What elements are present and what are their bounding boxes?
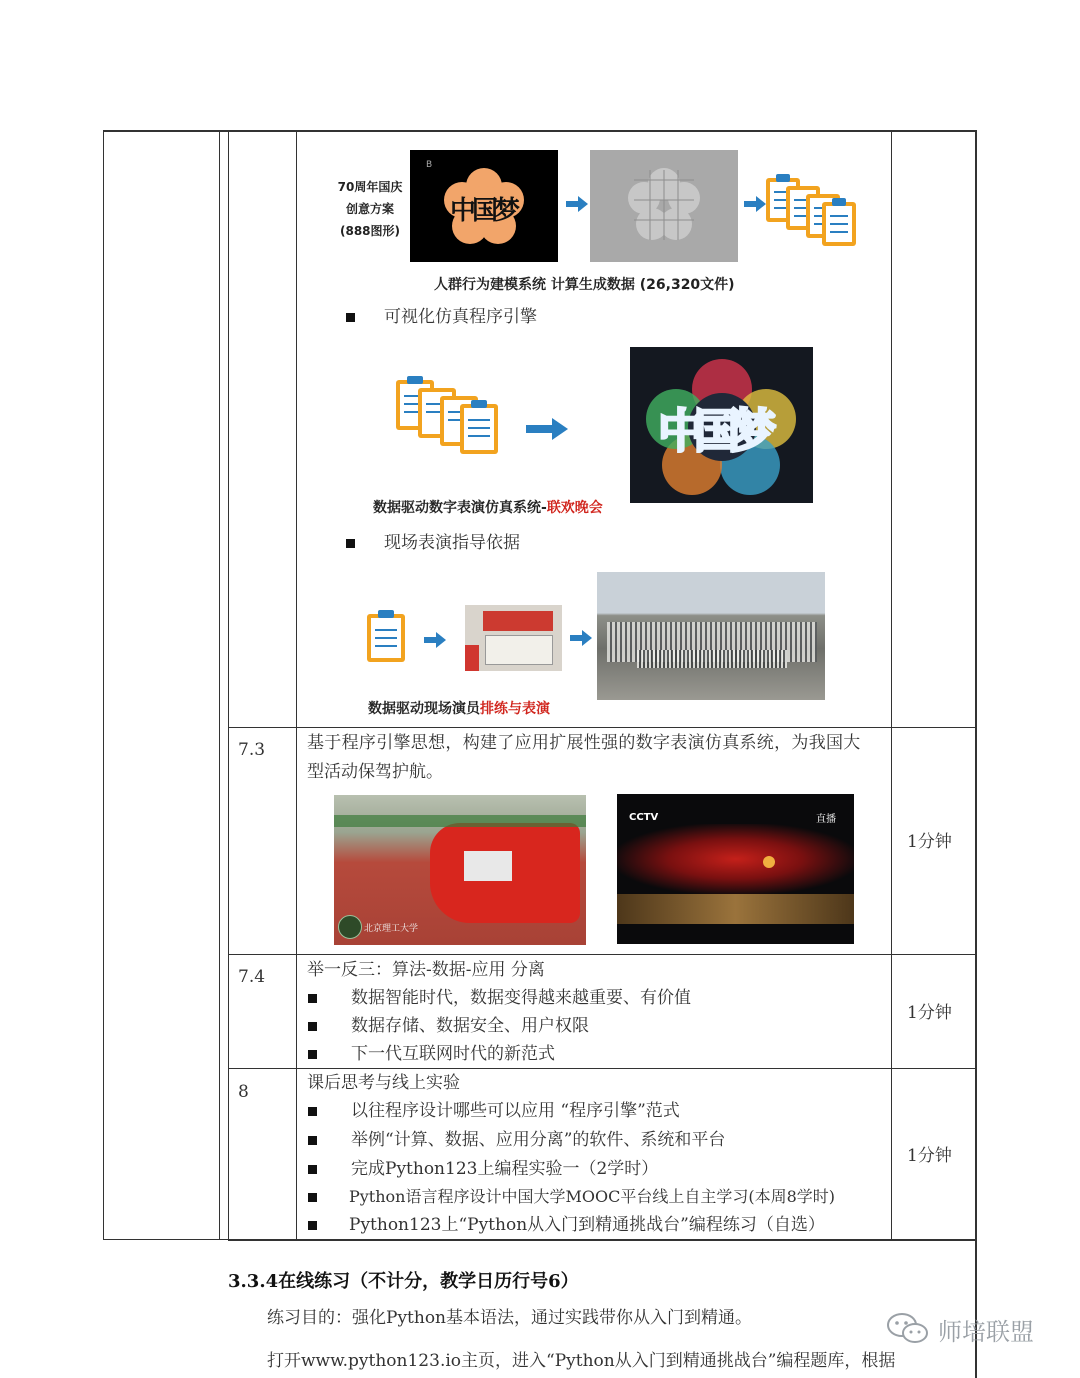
- row-duration: 1分钟: [907, 832, 952, 852]
- logo-corner-mark: B: [426, 160, 433, 170]
- arrow-right-icon: [570, 630, 592, 646]
- row-bullet-item: 举例“计算、数据、应用分离”的软件、系统和平台: [351, 1130, 726, 1150]
- row-duration: 1分钟: [907, 1003, 952, 1023]
- arrow-right-icon: [526, 418, 568, 440]
- bullet-square-icon: [308, 1221, 317, 1230]
- bullet-square-icon: [346, 313, 355, 322]
- gala-simulation-render: [630, 347, 813, 503]
- table-bottom: [228, 1239, 976, 1241]
- gala-logo-text: 中国梦: [658, 404, 766, 458]
- row-bullet-item: Python123上“Python从入门到精通挑战台”编程练习（自选）: [349, 1215, 825, 1235]
- row-number: 7.4: [238, 967, 266, 987]
- row-bullet-item: 以往程序设计哪些可以应用 “程序引擎”范式: [351, 1101, 680, 1121]
- row-description-line: 基于程序引擎思想，构建了应用扩展性强的数字表演仿真系统，为我国大: [307, 733, 861, 753]
- bullet-square-icon: [308, 994, 317, 1003]
- proposal-label-line: 创意方案: [345, 202, 394, 216]
- row-description-line: 型活动保驾护航。: [307, 762, 443, 782]
- row-bullet-item: 完成Python123上编程实验一（2学时）: [351, 1159, 659, 1179]
- rehearsal-board-photo: [465, 605, 562, 671]
- row-number: 8: [238, 1082, 249, 1102]
- section-paragraph: 打开www.python123.io主页，进入“Python从入门到精通挑战台”编程题库，根据: [267, 1351, 896, 1371]
- caption-gala-prefix: 数据驱动数字表演仿真系统-: [373, 500, 547, 516]
- inner-col-divider-time: [891, 130, 892, 1240]
- figure-caption-gala: [373, 497, 603, 517]
- bullet-square-icon: [308, 1193, 317, 1202]
- bullet-simulation-engine: 可视化仿真程序引擎: [384, 307, 537, 327]
- parade-simulation-photo: [334, 795, 586, 945]
- inner-table-left: [228, 130, 229, 1240]
- night-fireworks-broadcast-photo: [617, 794, 854, 944]
- watermark-text: 师培联盟: [938, 1318, 1034, 1346]
- table-right-edge: [975, 130, 977, 1240]
- row-divider-1: [228, 727, 976, 728]
- documents-stack-icon: [764, 172, 864, 252]
- caption-rehearsal-prefix: 数据驱动现场演员: [368, 701, 480, 717]
- bullet-square-icon: [346, 539, 355, 548]
- section-title: 3.3.4在线练习（不计分，教学日历行号6）: [228, 1271, 579, 1292]
- university-label: 北京理工大学: [364, 924, 419, 934]
- pixel-flower-icon: [590, 150, 738, 262]
- live-badge: 直播: [816, 814, 836, 825]
- row-heading: 举一反三：算法-数据-应用 分离: [307, 960, 545, 980]
- proposal-label-line: 70周年国庆: [337, 180, 403, 194]
- outer-col-divider: [219, 130, 220, 1240]
- bullet-square-icon: [308, 1107, 317, 1116]
- bullet-onsite-guidance: 现场表演指导依据: [384, 533, 520, 553]
- document-icon: [365, 608, 409, 664]
- figure-caption-modeling: 人群行为建模系统 计算生成数据 (26,320文件): [434, 277, 735, 293]
- proposal-label: [320, 176, 420, 242]
- arrow-right-icon: [566, 196, 588, 212]
- row-number: 7.3: [238, 740, 266, 760]
- outer-table-bottom: [103, 1239, 228, 1240]
- row-bullet-item: Python语言程序设计中国大学MOOC平台线上自主学习(本周8学时): [349, 1187, 836, 1206]
- figure-caption-rehearsal: [368, 698, 550, 718]
- bullet-square-icon: [308, 1050, 317, 1059]
- wechat-watermark: [886, 1310, 1056, 1350]
- wechat-icon: [886, 1312, 930, 1346]
- row-heading: 课后思考与线上实验: [307, 1073, 460, 1093]
- square-performance-photo: [597, 572, 825, 700]
- row-duration: 1分钟: [907, 1146, 952, 1166]
- inner-col-divider-num: [296, 130, 297, 1240]
- proposal-label-line: (888图形): [339, 224, 401, 238]
- dream-logo-panel: [410, 150, 558, 262]
- documents-stack-icon: [394, 374, 504, 464]
- outer-table-top: [103, 130, 976, 132]
- outer-table-left: [103, 130, 104, 1240]
- arrow-right-icon: [424, 632, 446, 648]
- row-divider-2: [228, 954, 976, 955]
- pixel-grid-panel: [590, 150, 738, 262]
- right-border-lower: [975, 1240, 977, 1378]
- bullet-square-icon: [308, 1165, 317, 1174]
- bullet-square-icon: [308, 1136, 317, 1145]
- tv-channel-logo: CCTV: [629, 812, 659, 823]
- bullet-square-icon: [308, 1022, 317, 1031]
- row-bullet-item: 数据存储、数据安全、用户权限: [351, 1016, 589, 1036]
- caption-gala-highlight: 联欢晚会: [546, 500, 603, 516]
- section-paragraph: 练习目的：强化Python基本语法，通过实践带你从入门到精通。: [267, 1308, 753, 1328]
- row-bullet-item: 数据智能时代，数据变得越来越重要、有价值: [351, 988, 691, 1008]
- caption-rehearsal-highlight: 排练与表演: [480, 701, 550, 717]
- dream-logo-text: 中国梦: [450, 196, 517, 226]
- row-divider-3: [228, 1068, 976, 1069]
- arrow-right-icon: [744, 196, 766, 212]
- row-bullet-item: 下一代互联网时代的新范式: [351, 1044, 555, 1064]
